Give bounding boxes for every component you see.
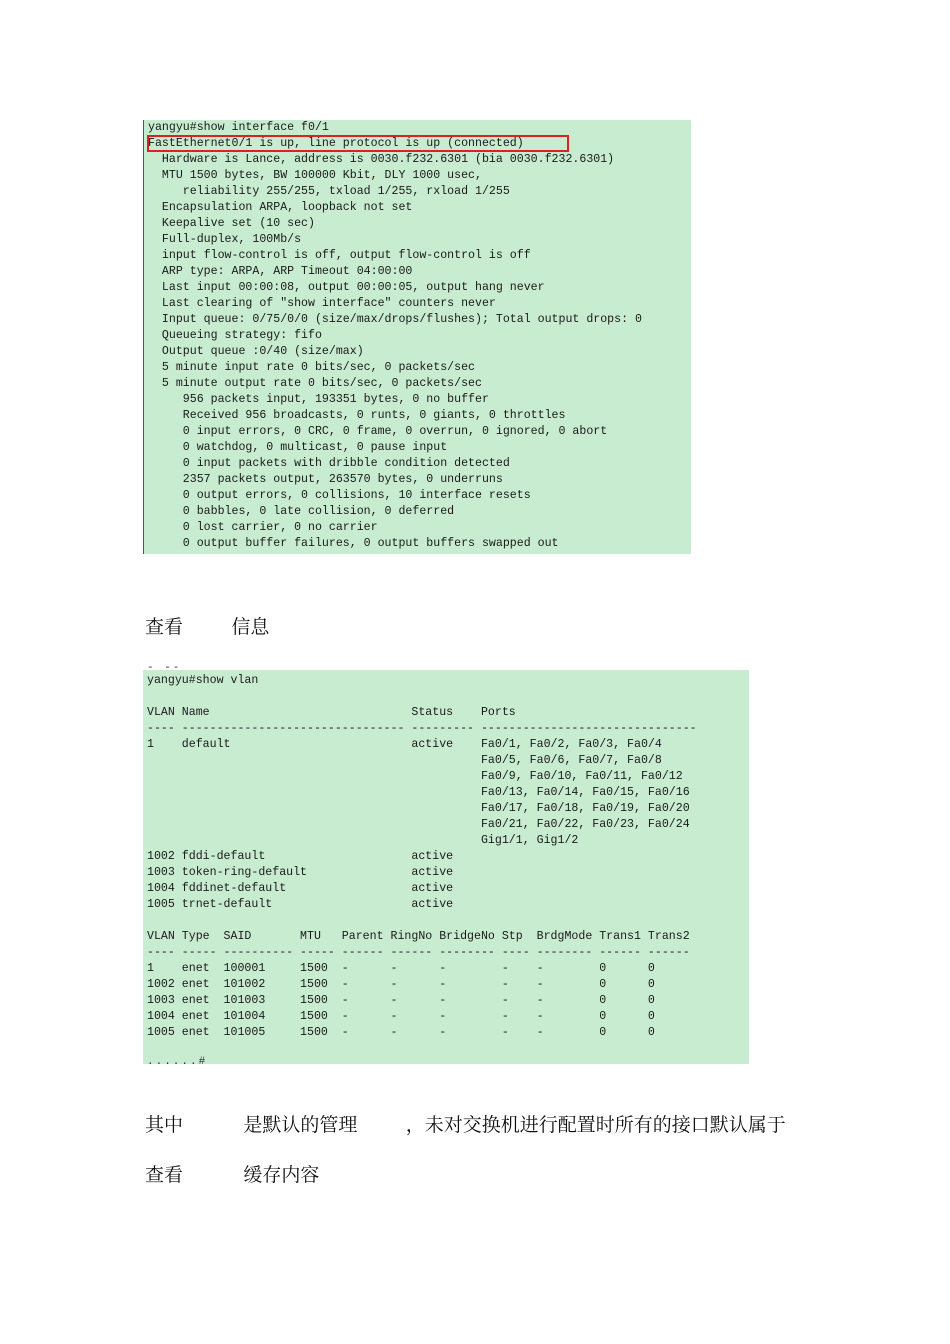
terminal-line: VLAN Type SAID MTU Parent RingNo BridgeNo Stp BrdgMode Trans1 Trans2: [147, 930, 690, 943]
terminal-line: 5 minute input rate 0 bits/sec, 0 packets/sec: [148, 361, 475, 374]
terminal-line: Fa0/5, Fa0/6, Fa0/7, Fa0/8: [147, 754, 662, 767]
cropped-line-bottom: ......#: [147, 1056, 208, 1068]
highlight-box: [147, 135, 569, 152]
paragraph-default-vlan: 其中 是默认的管理 ，未对交换机进行配置时所有的接口默认属于: [145, 1114, 786, 1136]
terminal-line: 0 lost carrier, 0 no carrier: [148, 521, 378, 534]
terminal-line: 1 enet 100001 1500 - - - - - 0 0: [147, 962, 655, 975]
terminal-line: ARP type: ARPA, ARP Timeout 04:00:00: [148, 265, 413, 278]
terminal-line: 0 watchdog, 0 multicast, 0 pause input: [148, 441, 448, 454]
terminal-output: [147, 673, 697, 1041]
terminal-line: Keepalive set (10 sec): [148, 217, 315, 230]
terminal-line: Last input 00:00:08, output 00:00:05, output hang never: [148, 281, 545, 294]
terminal-line: 1005 enet 101005 1500 - - - - - 0 0: [147, 1026, 655, 1039]
terminal-line: FastEthernet0/1 is up, line protocol is up (connected): [148, 137, 524, 150]
terminal-line: input flow-control is off, output flow-control is off: [148, 249, 531, 262]
terminal-line: VLAN Name Status Ports: [147, 706, 516, 719]
terminal-line: 0 input errors, 0 CRC, 0 frame, 0 overrun, 0 ignored, 0 abort: [148, 425, 608, 438]
terminal-line: Fa0/13, Fa0/14, Fa0/15, Fa0/16: [147, 786, 690, 799]
terminal-line: Gig1/1, Gig1/2: [147, 834, 579, 847]
terminal-line: Encapsulation ARPA, loopback not set: [148, 201, 413, 214]
terminal-line: 1004 fddinet-default active: [147, 882, 454, 895]
terminal-line: reliability 255/255, txload 1/255, rxload 1/255: [148, 185, 510, 198]
terminal-line: Output queue :0/40 (size/max): [148, 345, 364, 358]
terminal-line: 2357 packets output, 263570 bytes, 0 underruns: [148, 473, 503, 486]
terminal-line: yangyu#show interface f0/1: [148, 121, 329, 134]
terminal-line: MTU 1500 bytes, BW 100000 Kbit, DLY 1000 usec,: [148, 169, 482, 182]
show-vlan-terminal-screenshot: [143, 662, 749, 1068]
terminal-line: 0 input packets with dribble condition detected: [148, 457, 510, 470]
terminal-line: Queueing strategy: fifo: [148, 329, 322, 342]
terminal-line: 0 output errors, 0 collisions, 10 interface resets: [148, 489, 531, 502]
terminal-line: 1002 enet 101002 1500 - - - - - 0 0: [147, 978, 655, 991]
terminal-line: Received 956 broadcasts, 0 runts, 0 giants, 0 throttles: [148, 409, 566, 422]
terminal-line: 1003 enet 101003 1500 - - - - - 0 0: [147, 994, 655, 1007]
terminal-line: 1004 enet 101004 1500 - - - - - 0 0: [147, 1010, 655, 1023]
terminal-line: [147, 913, 697, 929]
terminal-line: Fa0/21, Fa0/22, Fa0/23, Fa0/24: [147, 818, 690, 831]
terminal-line: 1003 token-ring-default active: [147, 866, 454, 879]
terminal-line: ---- -------------------------------- --------- -------------------------------: [147, 722, 697, 735]
terminal-line: [147, 689, 697, 705]
terminal-line: Hardware is Lance, address is 0030.f232.6301 (bia 0030.f232.6301): [148, 153, 615, 166]
terminal-line: Fa0/9, Fa0/10, Fa0/11, Fa0/12: [147, 770, 683, 783]
paragraph-view-cache: 查看 缓存内容: [145, 1164, 320, 1186]
terminal-line: Fa0/17, Fa0/18, Fa0/19, Fa0/20: [147, 802, 690, 815]
terminal-line: Input queue: 0/75/0/0 (size/max/drops/flushes); Total output drops: 0: [148, 313, 642, 326]
terminal-line: 1 default active Fa0/1, Fa0/2, Fa0/3, Fa0/4: [147, 738, 662, 751]
terminal-line: Full-duplex, 100Mb/s: [148, 233, 302, 246]
paragraph-view-info: 查看 信息: [145, 616, 270, 638]
terminal-line: 0 output buffer failures, 0 output buffers swapped out: [148, 537, 559, 550]
terminal-line: 1002 fddi-default active: [147, 850, 454, 863]
show-interface-terminal-screenshot: [143, 120, 691, 554]
terminal-line: Last clearing of "show interface" counters never: [148, 297, 496, 310]
terminal-line: 0 babbles, 0 late collision, 0 deferred: [148, 505, 455, 518]
terminal-output: [148, 120, 642, 552]
terminal-line: ---- ----- ---------- ----- ------ ------ -------- ---- -------- ------ ------: [147, 946, 690, 959]
terminal-line: 5 minute output rate 0 bits/sec, 0 packets/sec: [148, 377, 482, 390]
terminal-line: 956 packets input, 193351 bytes, 0 no buffer: [148, 393, 489, 406]
terminal-line: 1005 trnet-default active: [147, 898, 454, 911]
cropped-line-top: - --: [147, 662, 182, 674]
terminal-line: yangyu#show vlan: [147, 674, 259, 687]
